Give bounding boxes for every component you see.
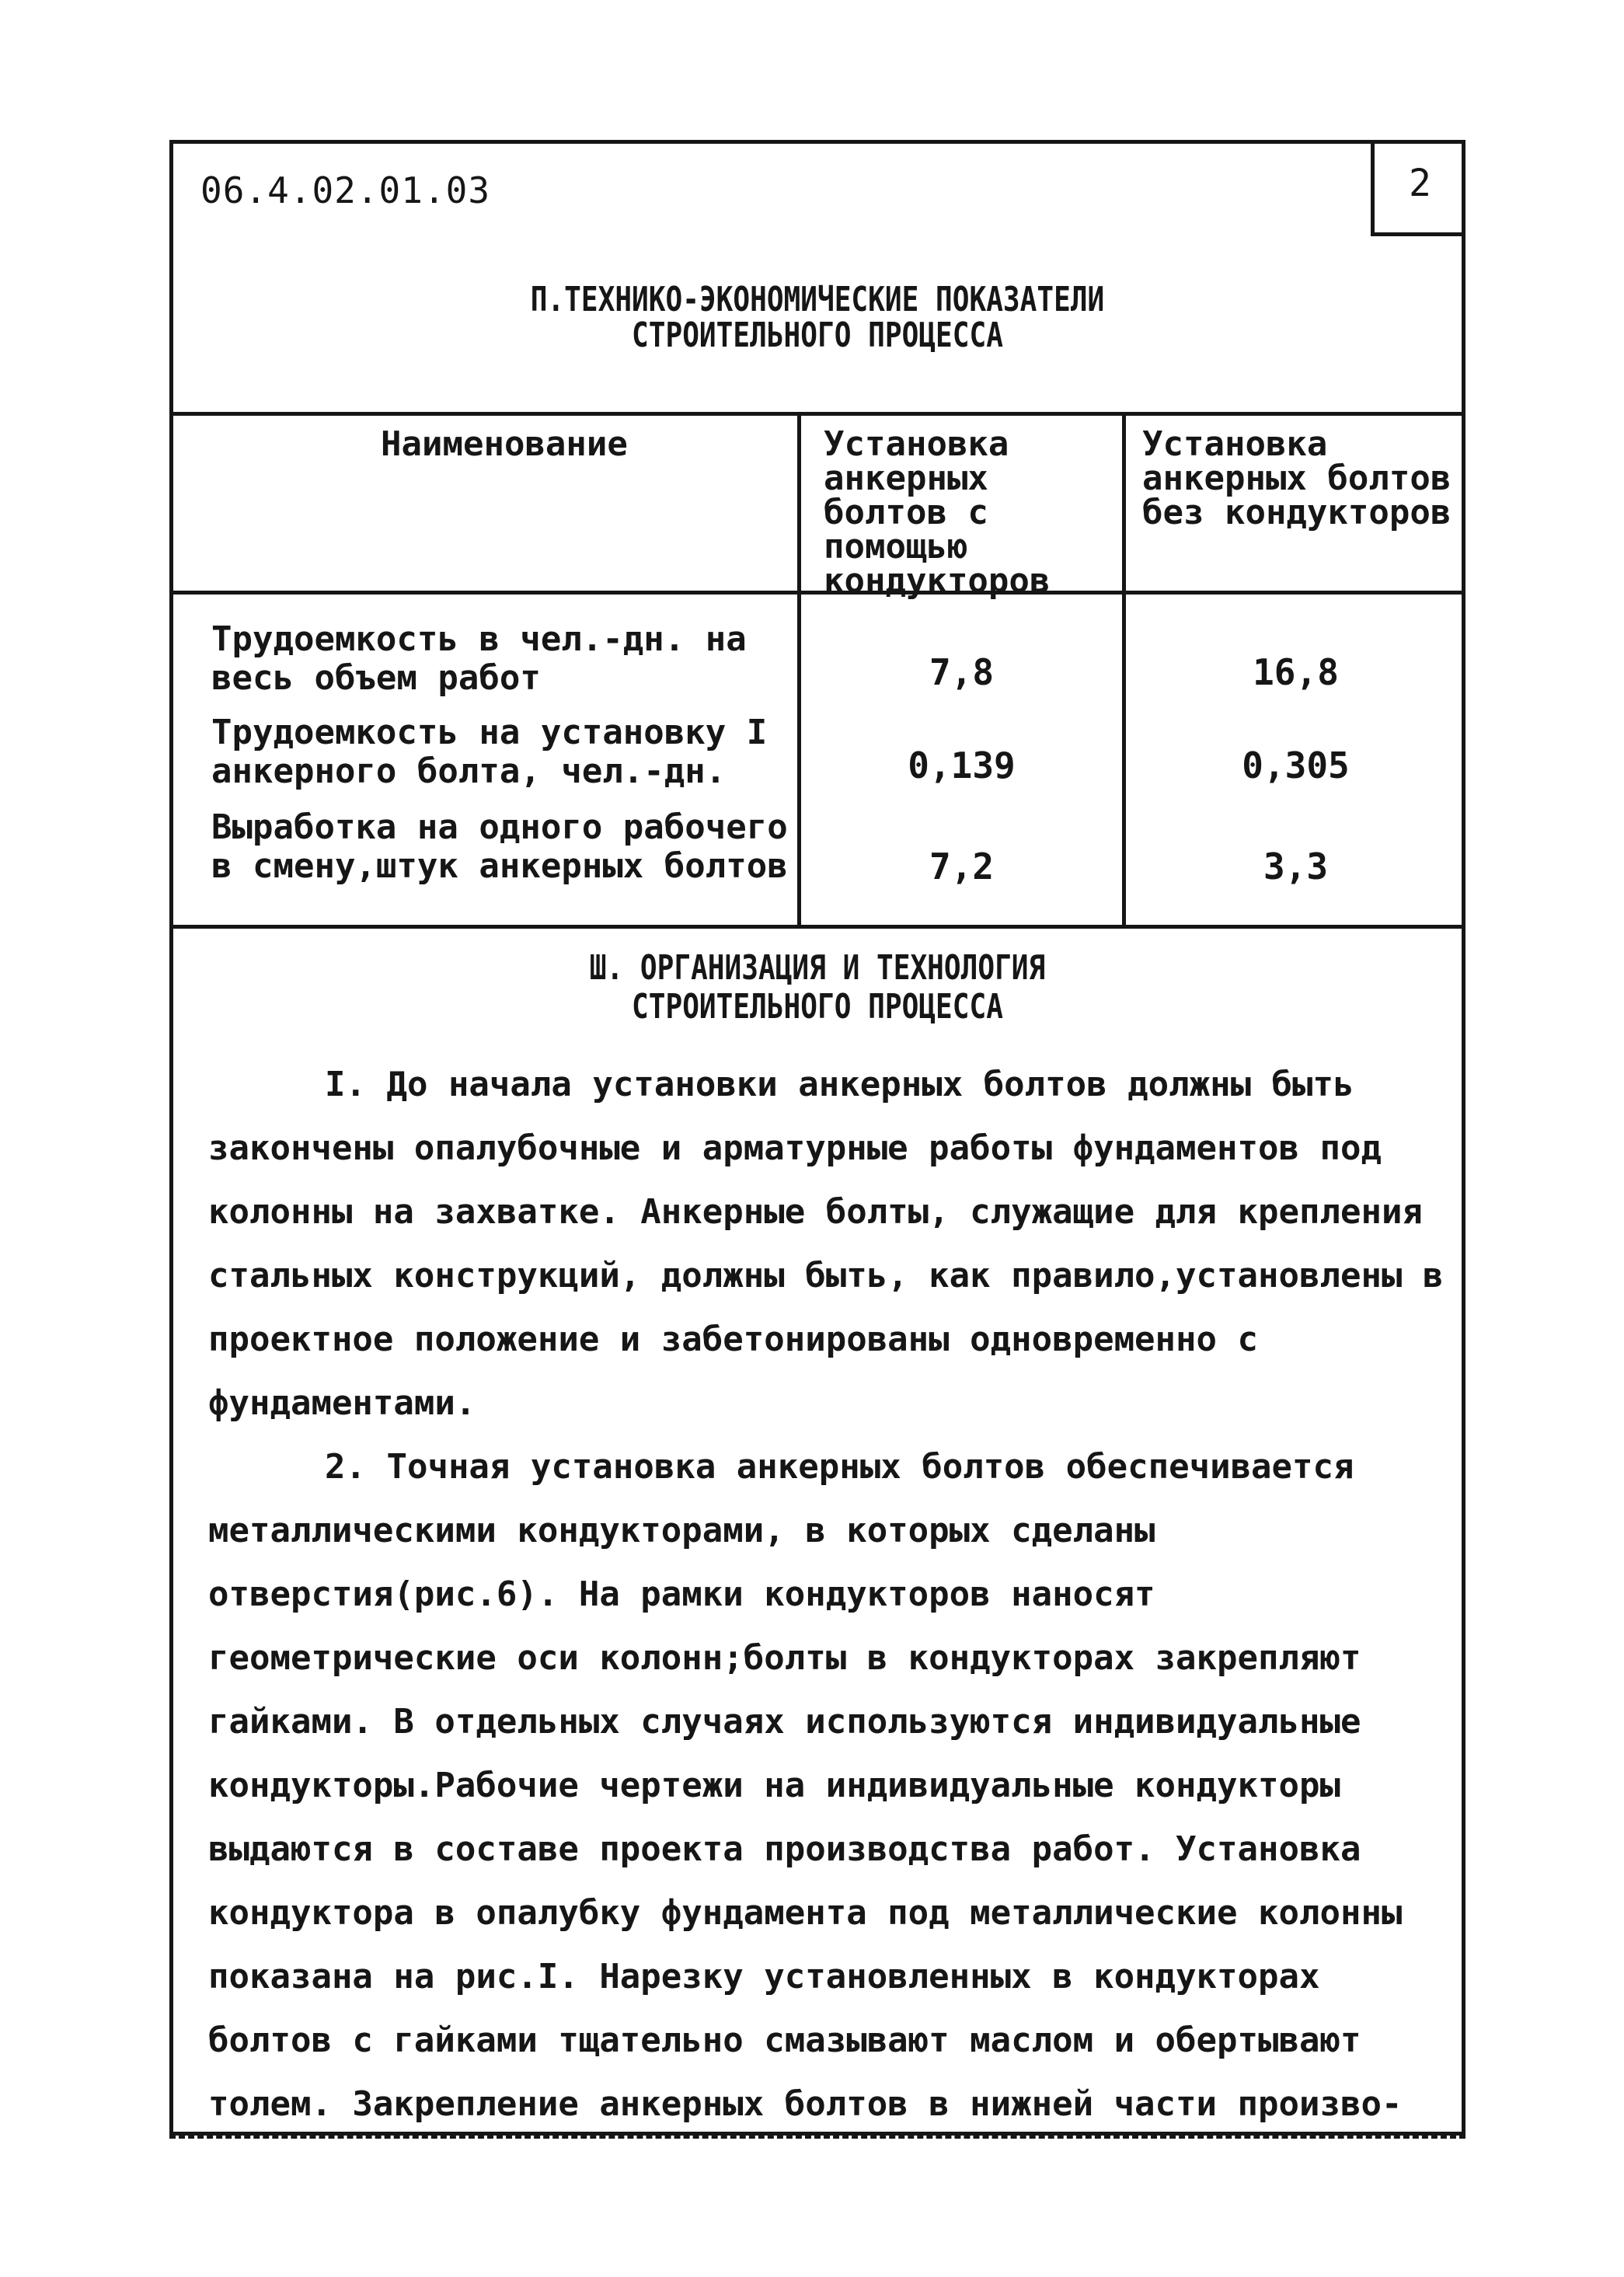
table-row-2-without: 0,305 <box>1242 744 1350 786</box>
table-row-1-with: 7,8 <box>929 651 995 693</box>
section-2-title-line1: П.ТЕХНИКО-ЭКОНОМИЧЕСКИЕ ПОКАЗАТЕЛИ <box>530 280 1105 319</box>
table-row-2-name: Трудоемкость на установку I анкерного болта, чел.-дн. <box>211 713 768 791</box>
paragraph-1: I. До начала установки анкерных болтов должны быть закончены опалубочные и арматурные работы фундаментов под колонны на захватке. Анкерные болты, служащие для крепления стальных конструкций, должны быть, как правило,установлены в проектное положение и забетонированы одновременно с фундаментами. <box>208 1065 1444 1423</box>
table-row-1-without: 16,8 <box>1253 651 1339 693</box>
table-row-2-with: 0,139 <box>908 744 1016 786</box>
section-2-title-line2: СТРОИТЕЛЬНОГО ПРОЦЕССА <box>632 316 1003 355</box>
page-number: 2 <box>1371 140 1465 236</box>
section-3-body <box>208 1053 1451 2136</box>
table-row-1-name: Трудоемкость в чел.-дн. на весь объем работ <box>211 619 747 698</box>
section-3-title-line1: Ш. ОРГАНИЗАЦИЯ И ТЕХНОЛОГИЯ <box>589 948 1046 988</box>
table-header-line <box>169 591 1465 595</box>
document-code: 06.4.02.01.03 <box>200 169 491 211</box>
table-header-name: Наименование <box>381 424 628 464</box>
table-row-3-with: 7,2 <box>929 846 995 887</box>
paragraph-2: 2. Точная установка анкерных болтов обеспечивается металлическими кондукторами, в которых сделаны отверстия(рис.6). На рамки кондукторов наносят геометрические оси колонн;болты в кондукторах закрепляют гайками. В отдельных случаях используются индивидуальные кондукторы.Рабочие чертежи на индивидуальные кондукторы выдаются в составе проекта производства работ. Установка кондуктора в опалубку фундамента под металлические колонны показана на рис.I. Нарезку установленных в кондукторах болтов с гайками тщательно смазывают маслом и обертывают толем. Закрепление анкерных болтов в нижней части произво- <box>208 1447 1403 2124</box>
section-3-title-line2: СТРОИТЕЛЬНОГО ПРОЦЕССА <box>632 987 1003 1027</box>
table-bottom-line <box>169 925 1465 929</box>
table-row-3-name: Выработка на одного рабочего в смену,штук анкерных болтов <box>211 807 788 886</box>
page-bottom-edge <box>169 2136 1465 2142</box>
table-row-3-without: 3,3 <box>1263 846 1329 887</box>
table-top-line <box>169 412 1465 416</box>
table-header-without-conductor: Установка анкерных болтов без кондукторов <box>1142 424 1451 532</box>
table-header-with-conductor: Установка анкерных болтов с помощью кондукторов <box>824 424 1051 601</box>
